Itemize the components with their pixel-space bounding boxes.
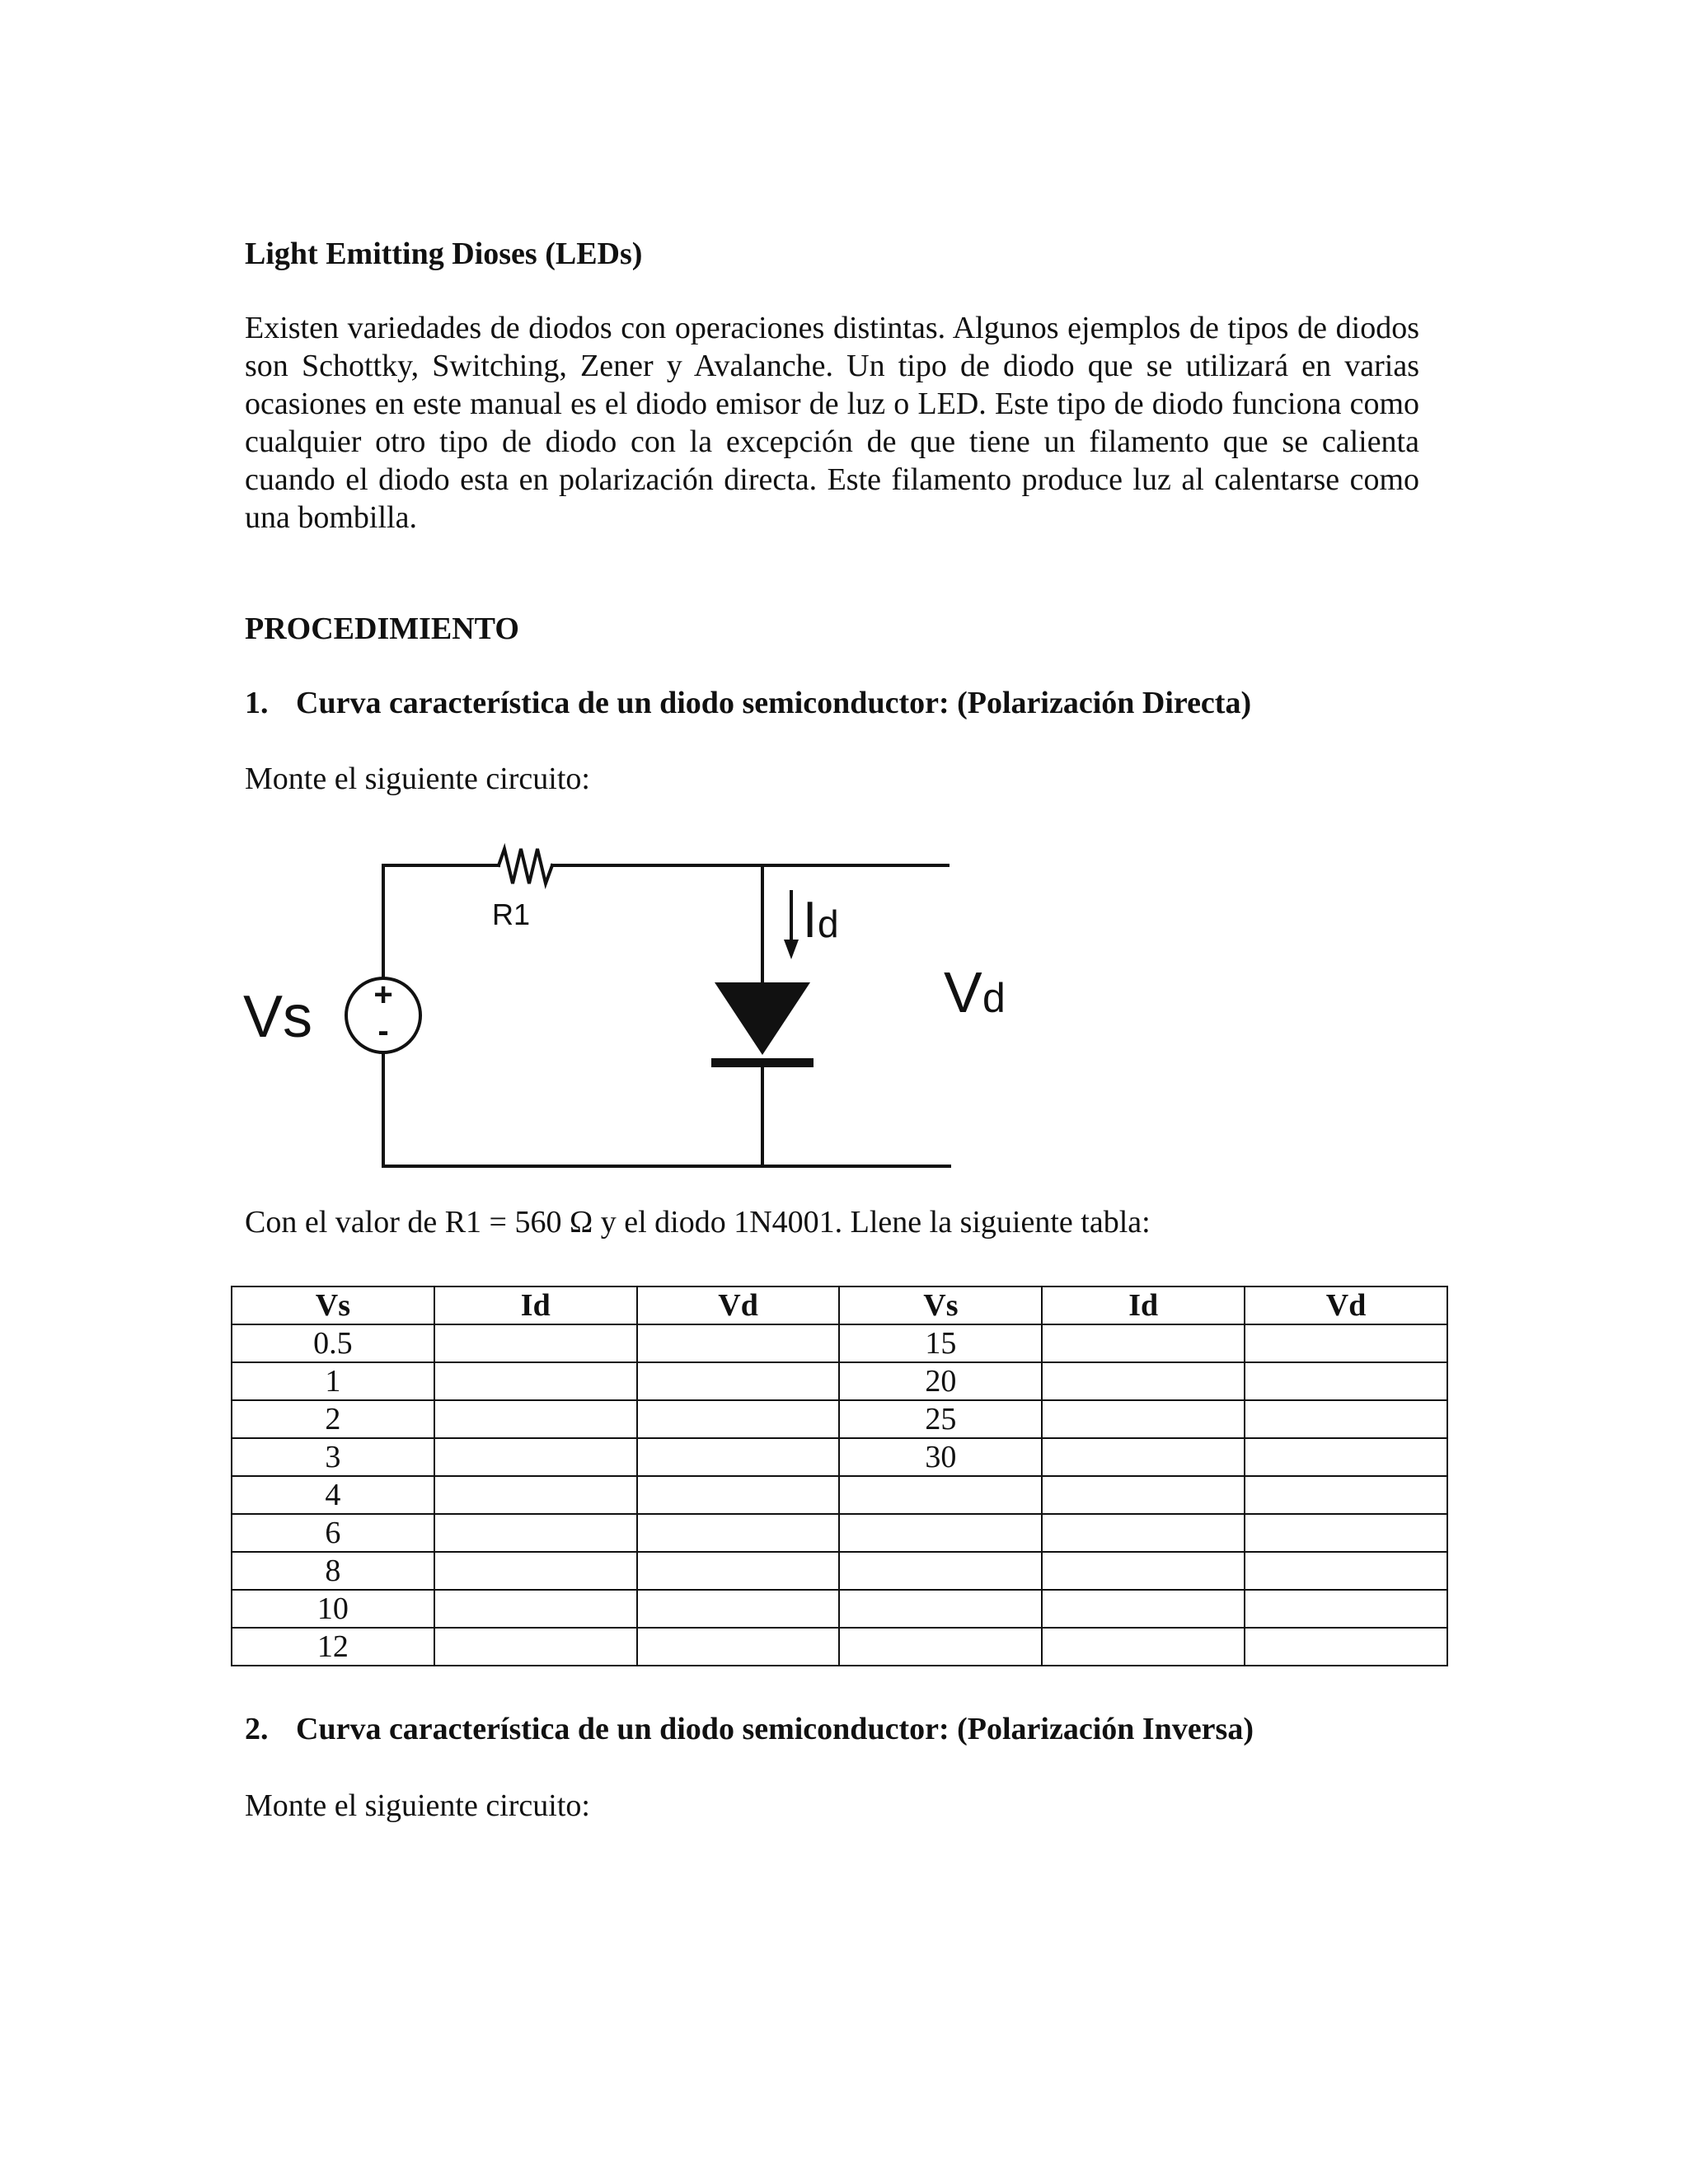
table-cell <box>1245 1400 1447 1438</box>
table-cell: 0.5 <box>232 1324 434 1362</box>
table-cell <box>434 1628 637 1666</box>
step-2-title: Curva característica de un diodo semiconductor: (Polarización Inversa) <box>296 1712 1254 1746</box>
table-cell: 10 <box>232 1590 434 1628</box>
table-cell <box>434 1514 637 1552</box>
table-cell <box>1042 1400 1245 1438</box>
source-minus-sign: - <box>377 1013 389 1049</box>
table-row <box>232 1628 1447 1666</box>
table-row <box>232 1362 1447 1400</box>
table-cell <box>1245 1362 1447 1400</box>
table-cell <box>434 1400 637 1438</box>
table-cell: 1 <box>232 1362 434 1400</box>
table-cell: 12 <box>232 1628 434 1666</box>
table-cell: 3 <box>232 1438 434 1476</box>
table-row <box>232 1552 1447 1590</box>
intro-line: Existen variedades de diodos con operaciones distintas. Algunos ejemplos de tipos de <box>245 311 1327 345</box>
table-cell: 25 <box>839 1400 1042 1438</box>
table-cell <box>1245 1476 1447 1514</box>
table-cell <box>1042 1324 1245 1362</box>
section-heading: Light Emitting Dioses (LEDs) <box>245 237 643 271</box>
header-id: Id <box>434 1286 637 1324</box>
table-cell <box>1245 1438 1447 1476</box>
intro-paragraph <box>245 309 1419 537</box>
table-cell <box>637 1362 840 1400</box>
source-plus-sign: + <box>373 977 393 1013</box>
table-cell <box>434 1552 637 1590</box>
step-1-heading <box>245 684 1251 722</box>
diode-triangle <box>715 982 810 1055</box>
table-cell <box>839 1552 1042 1590</box>
table-cell: 30 <box>839 1438 1042 1476</box>
table-cell <box>434 1590 637 1628</box>
table-cell: 20 <box>839 1362 1042 1400</box>
table-cell: 4 <box>232 1476 434 1514</box>
table-row <box>232 1324 1447 1362</box>
table-cell <box>1245 1552 1447 1590</box>
table-row <box>232 1438 1447 1476</box>
resistor-r1 <box>499 849 552 883</box>
intro-line: calentarse como una bombilla. <box>245 462 1419 535</box>
table-row <box>232 1400 1447 1438</box>
table-cell <box>434 1362 637 1400</box>
table-header-row <box>232 1286 1447 1324</box>
source-label: Vs <box>243 984 313 1050</box>
table-cell: 15 <box>839 1324 1042 1362</box>
table-cell <box>637 1628 840 1666</box>
forward-bias-data-table <box>231 1286 1448 1666</box>
intro-line: que se calienta cuando el diodo esta en polarización directa. Este filamento produce luz al <box>245 424 1419 497</box>
table-row <box>232 1590 1447 1628</box>
step-1-title: Curva característica de un diodo semiconductor: (Polarización Directa) <box>296 686 1252 720</box>
table-row <box>232 1476 1447 1514</box>
table-cell <box>1245 1628 1447 1666</box>
table-cell <box>839 1514 1042 1552</box>
step-1-number: 1. <box>245 686 269 720</box>
table-row <box>232 1514 1447 1552</box>
mount-instruction-2: Monte el siguiente circuito: <box>245 1788 590 1823</box>
intro-line: varias ocasiones en este manual es el diodo emisor de luz o LED. Este tipo de diodo <box>245 349 1420 421</box>
table-cell <box>1245 1324 1447 1362</box>
table-cell <box>1042 1362 1245 1400</box>
voltage-label-main: V <box>944 960 982 1024</box>
diode-bar <box>711 1058 814 1067</box>
table-cell <box>434 1324 637 1362</box>
table-cell <box>1042 1476 1245 1514</box>
header-vs: Vs <box>839 1286 1042 1324</box>
intro-line: funciona como cualquier otro tipo de diodo con la excepción de que tiene un filamento <box>245 387 1420 459</box>
table-cell <box>1042 1552 1245 1590</box>
table-cell <box>839 1476 1042 1514</box>
header-vd: Vd <box>1245 1286 1447 1324</box>
circuit-svg <box>239 832 1047 1187</box>
step-2-number: 2. <box>245 1712 269 1746</box>
table-cell <box>1245 1514 1447 1552</box>
table-cell <box>1042 1628 1245 1666</box>
voltage-label-sub: d <box>982 975 1006 1021</box>
resistor-label: R1 <box>491 898 531 931</box>
table-cell <box>434 1476 637 1514</box>
current-label-main: I <box>803 892 818 949</box>
table-cell <box>1042 1514 1245 1552</box>
mount-instruction-1: Monte el siguiente circuito: <box>245 762 590 796</box>
table-cell <box>637 1324 840 1362</box>
intro-line: diodos son Schottky, Switching, Zener y Avalanche. Un tipo de diodo que se utilizará en <box>245 311 1420 383</box>
table-cell <box>1042 1590 1245 1628</box>
forward-bias-circuit-diagram <box>239 832 1047 1187</box>
table-cell <box>637 1400 840 1438</box>
table-cell: 2 <box>232 1400 434 1438</box>
table-instruction: Con el valor de R1 = 560 Ω y el diodo 1N4001. Llene la siguiente tabla: <box>245 1205 1151 1240</box>
table-cell <box>1042 1438 1245 1476</box>
step-2-heading <box>245 1710 1254 1748</box>
table-cell <box>637 1438 840 1476</box>
current-label-sub: d <box>818 902 839 945</box>
current-arrow-head <box>784 940 799 959</box>
table-cell <box>839 1628 1042 1666</box>
table-cell <box>1245 1590 1447 1628</box>
table-cell <box>637 1552 840 1590</box>
table-cell <box>637 1590 840 1628</box>
header-id: Id <box>1042 1286 1245 1324</box>
table-cell <box>434 1438 637 1476</box>
table-cell <box>637 1514 840 1552</box>
table-cell <box>637 1476 840 1514</box>
table-cell: 8 <box>232 1552 434 1590</box>
table-cell <box>839 1590 1042 1628</box>
procedure-heading: PROCEDIMIENTO <box>245 612 519 646</box>
table-cell: 6 <box>232 1514 434 1552</box>
header-vd: Vd <box>637 1286 840 1324</box>
header-vs: Vs <box>232 1286 434 1324</box>
